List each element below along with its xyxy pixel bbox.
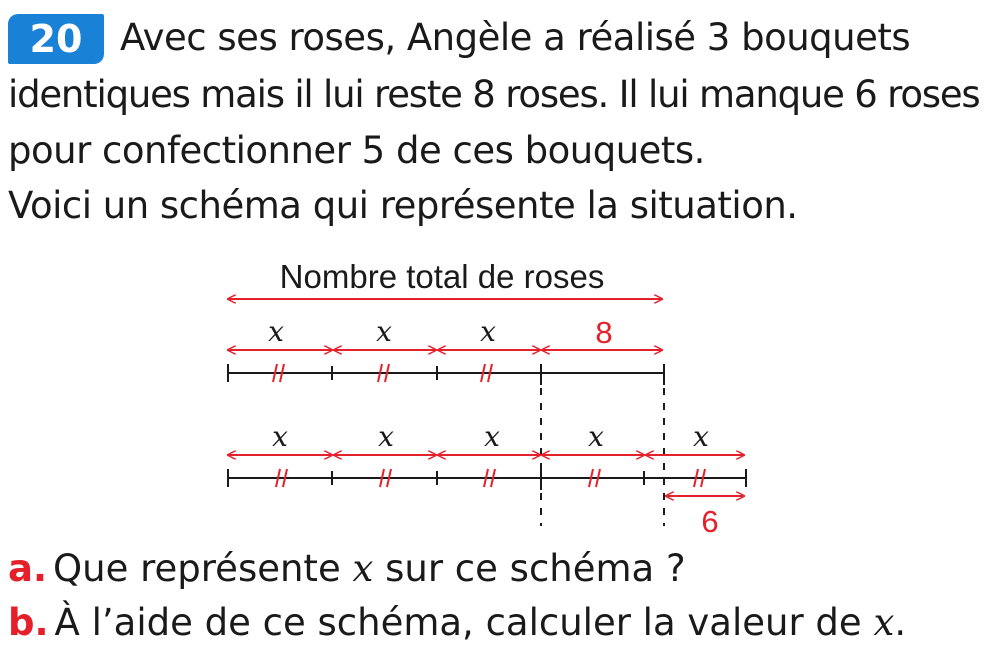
statement-line-4: Voici un schéma qui représente la situation. bbox=[8, 184, 798, 227]
row1-x-label-3: x bbox=[480, 315, 496, 348]
question-b-label: b. bbox=[8, 601, 49, 644]
alignment-dashes bbox=[541, 388, 664, 526]
row1-x-label-1: x bbox=[268, 315, 284, 348]
row2-x-label-1: x bbox=[272, 420, 288, 453]
question-b-variable: x bbox=[873, 601, 895, 644]
row1-segment bbox=[228, 364, 664, 385]
rest-8-label: 8 bbox=[595, 315, 613, 350]
statement-line-1: Avec ses roses, Angèle a réalisé 3 bouquets bbox=[120, 16, 911, 59]
row2-x-label-5: x bbox=[693, 420, 709, 453]
question-a-label: a. bbox=[8, 547, 48, 590]
statement-line-3: pour confectionner 5 de ces bouquets. bbox=[8, 129, 705, 172]
question-a-text-end: sur ce schéma ? bbox=[373, 547, 686, 590]
row2-x-label-3: x bbox=[484, 420, 500, 453]
question-a-text-start: Que représente bbox=[53, 547, 353, 590]
statement-line-2: identiques mais il lui reste 8 roses. Il lui manque 6 roses bbox=[8, 73, 980, 116]
row2-x-label-2: x bbox=[378, 420, 394, 453]
missing-6-label: 6 bbox=[701, 504, 719, 539]
exercise-number-badge: 20 bbox=[8, 14, 104, 64]
question-b-text-end: . bbox=[894, 601, 907, 644]
total-roses-label: Nombre total de roses bbox=[279, 258, 605, 295]
row2-x-label-4: x bbox=[588, 420, 604, 453]
question-b bbox=[8, 601, 906, 645]
question-a-variable: x bbox=[352, 547, 374, 590]
row1-x-label-2: x bbox=[376, 315, 392, 348]
question-b-text-start: À l’aide de ce schéma, calculer la valeur de bbox=[54, 601, 874, 644]
question-a bbox=[8, 547, 686, 591]
